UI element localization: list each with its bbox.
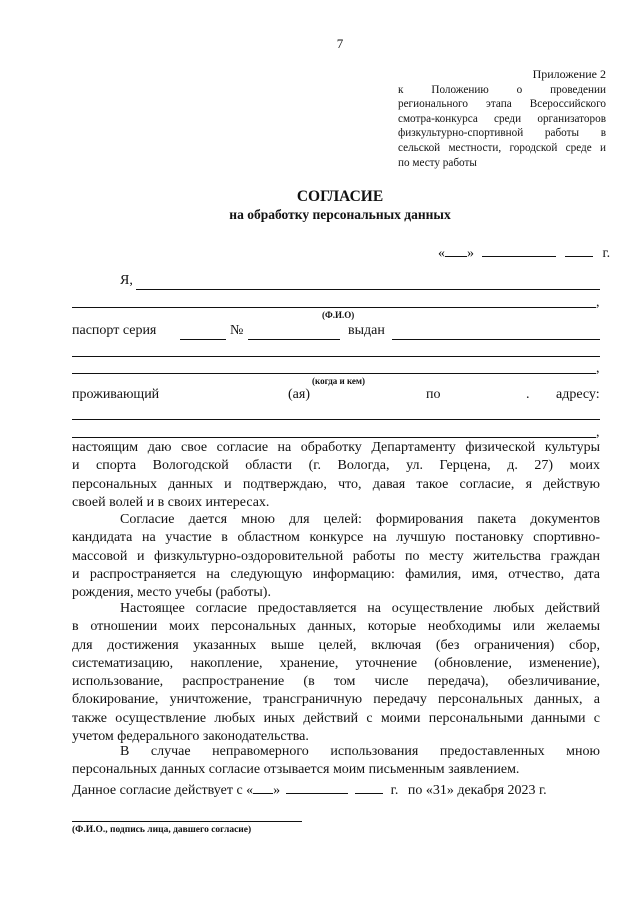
date-open-quote: « — [438, 246, 445, 261]
text-line: и распространяется на следующую информацию: фамилия, имя, отчество, дата — [72, 566, 600, 582]
gender-suffix: (ая) — [288, 387, 310, 402]
consent-paragraph-1 — [72, 439, 600, 512]
validity-line — [72, 780, 547, 799]
text-line: Настоящее согласие предоставляется на осуществление любых действий — [120, 601, 600, 616]
validity-year-field[interactable] — [355, 780, 383, 794]
appendix-line: по месту работы — [398, 156, 477, 169]
validity-month-field[interactable] — [286, 780, 348, 794]
fio-caption: (Ф.И.О) — [322, 310, 355, 320]
address-label: адресу: — [556, 387, 600, 402]
text-line: в отношении моих персональных данных, которые необходимы или желаемы — [72, 619, 600, 635]
document-title: СОГЛАСИЕ — [296, 188, 384, 205]
when-by-whom-caption: (когда и кем) — [312, 376, 366, 386]
appendix-line: к Положению о проведении — [398, 83, 606, 96]
appendix-line: регионального этапа Всероссийского — [398, 98, 606, 111]
residing-label: проживающий — [72, 387, 160, 402]
text-line: учетом федерального законодательства. — [72, 729, 309, 745]
passport-series-label: паспорт серия — [72, 323, 157, 338]
purpose-paragraph — [72, 511, 600, 602]
text-line: массовой и физкультурно-оздоровительной работы по месту жительства граждан — [72, 548, 600, 564]
text-line: использование, распространение (в том числе передача), обезличивание, — [72, 674, 600, 690]
text-line: персональных данных и подтверждаю, что, давая такое согласие, я действую — [72, 476, 600, 492]
date-line — [438, 243, 610, 262]
text-line: своей волей и в своих интересах. — [72, 494, 270, 510]
actions-paragraph — [72, 600, 600, 746]
signature-caption: (Ф.И.О., подпись лица, давшего согласие) — [72, 825, 252, 835]
text-line: и спорта Вологодской области (г. Вологда, ул. Герцена, д. 27) моих — [72, 458, 600, 474]
text-line: для достижения указанных выше целей, включая (без ограничения) сбор, — [72, 637, 600, 653]
text-line: блокирование, уничтожение, трансграничную передачу персональных данных, а — [72, 692, 600, 708]
text-line: также осуществление любых иных действий с моими персональными данными с — [72, 710, 600, 726]
text-line: кандидата на участие в областном конкурсе на лучшую постановку спортивно- — [72, 530, 600, 546]
text-line: систематизацию, накопление, хранение, уточнение (обновление, изменение), — [72, 655, 600, 671]
appendix-line: физкультурно-спортивной работы в — [398, 127, 606, 140]
validity-day-field[interactable] — [253, 780, 273, 794]
number-sign: № — [230, 323, 244, 338]
document-subtitle: на обработку персональных данных — [229, 207, 451, 222]
date-year-suffix: г. — [602, 246, 611, 261]
address-field-2[interactable] — [72, 437, 596, 438]
signature-field[interactable] — [72, 821, 302, 822]
date-month-field[interactable] — [482, 243, 556, 257]
text-line: Согласие дается мною для целей: формирования пакета документов — [120, 512, 600, 527]
revocation-paragraph — [72, 743, 600, 780]
comma: , — [596, 361, 600, 376]
appendix-line: смотра-конкурса среди организаторов — [398, 112, 606, 125]
appendix-title: Приложение 2 — [532, 67, 606, 81]
validity-year-suffix: г. — [390, 783, 399, 798]
i-label: Я, — [120, 273, 133, 288]
fio-field-line-2[interactable] — [72, 307, 596, 308]
text-line: настоящим даю свое согласие на обработку Департаменту физической культуры — [72, 440, 600, 455]
comma: , — [596, 425, 600, 440]
date-day-field[interactable] — [445, 243, 467, 257]
passport-series-field[interactable] — [180, 339, 226, 340]
address-field[interactable] — [72, 419, 600, 420]
issued-by-field-2[interactable] — [72, 356, 600, 357]
text-line: персональных данных согласие отзывается моим письменным заявлением. — [72, 762, 520, 778]
comma: , — [596, 295, 600, 310]
page-number: 7 — [336, 36, 344, 51]
issued-label: выдан — [348, 323, 385, 338]
appendix-line: сельской местности, городской среде и — [398, 141, 606, 154]
validity-until: по «31» декабря 2023 г. — [407, 783, 547, 798]
date-year-field[interactable] — [565, 243, 593, 257]
text-line: В случае неправомерного использования предоставленных мною — [120, 744, 600, 759]
text-line: рождения, место учебы (работы). — [72, 585, 271, 601]
validity-prefix: Данное согласие действует с « — [72, 783, 254, 798]
validity-close-quote: » — [273, 783, 281, 798]
fio-field-line[interactable] — [136, 289, 600, 290]
by-label: по — [426, 387, 441, 402]
issued-by-field-3[interactable] — [72, 373, 596, 374]
date-close-quote: » — [467, 246, 474, 261]
issued-by-field[interactable] — [392, 339, 600, 340]
appendix-block — [398, 67, 606, 170]
passport-number-field[interactable] — [248, 339, 340, 340]
